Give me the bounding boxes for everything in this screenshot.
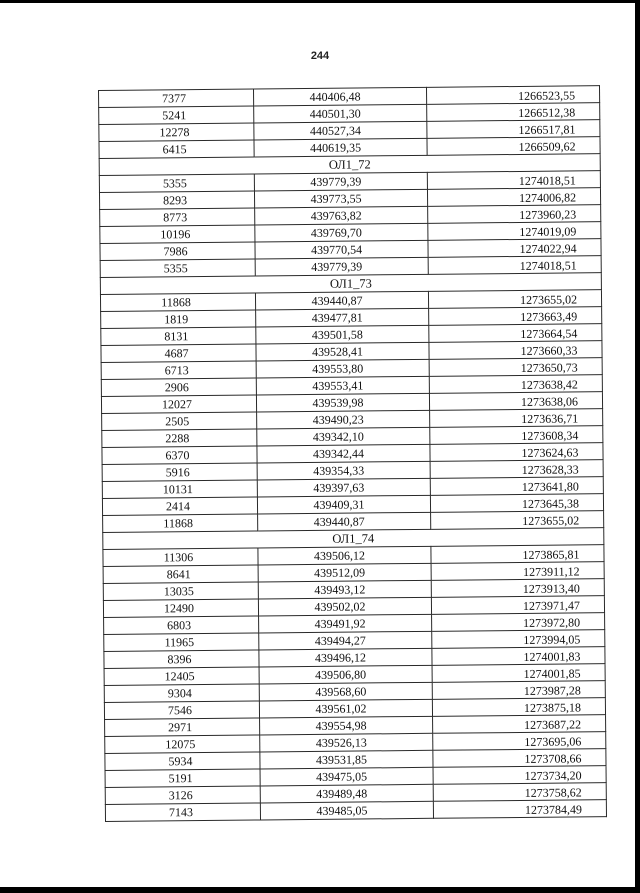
x-coordinate-cell: 439491,92 <box>259 614 432 633</box>
y-coordinate-cell: 1274001,83 <box>432 647 605 666</box>
y-coordinate-cell: 1266509,62 <box>427 137 600 156</box>
x-coordinate-cell: 440501,30 <box>254 104 427 123</box>
point-number-cell: 1819 <box>101 310 256 328</box>
x-coordinate-cell: 439496,12 <box>259 648 432 667</box>
x-coordinate-cell: 439440,87 <box>258 512 431 531</box>
x-coordinate-cell: 439553,41 <box>256 376 429 395</box>
point-number-cell: 5355 <box>100 259 255 277</box>
y-coordinate-cell: 1273708,66 <box>433 749 606 768</box>
x-coordinate-cell: 439770,54 <box>255 240 428 259</box>
point-number-cell: 11868 <box>103 514 258 532</box>
y-coordinate-cell: 1273650,73 <box>429 358 602 377</box>
x-coordinate-cell: 439506,80 <box>259 665 432 684</box>
y-coordinate-cell: 1274006,82 <box>427 188 600 207</box>
y-coordinate-cell: 1273960,23 <box>428 205 601 224</box>
coordinates-table <box>98 86 582 822</box>
y-coordinate-cell: 1273695,06 <box>433 732 606 751</box>
table-body <box>99 86 607 822</box>
y-coordinate-cell: 1273655,02 <box>431 511 604 530</box>
point-number-cell: 8131 <box>101 327 256 345</box>
point-number-cell: 2906 <box>101 378 256 396</box>
point-number-cell: 11868 <box>100 293 255 311</box>
x-coordinate-cell: 439512,09 <box>258 563 431 582</box>
x-coordinate-cell: 439397,63 <box>257 478 430 497</box>
point-number-cell: 7546 <box>104 701 259 719</box>
y-coordinate-cell: 1273911,12 <box>431 562 604 581</box>
y-coordinate-cell: 1273971,47 <box>431 596 604 615</box>
point-number-cell: 10196 <box>100 225 255 243</box>
point-number-cell: 8773 <box>100 208 255 226</box>
x-coordinate-cell: 440406,48 <box>253 87 426 106</box>
y-coordinate-cell: 1273664,54 <box>429 324 602 343</box>
x-coordinate-cell: 439477,81 <box>256 308 429 327</box>
x-coordinate-cell: 439493,12 <box>258 580 431 599</box>
x-coordinate-cell: 440619,35 <box>254 138 427 157</box>
y-coordinate-cell: 1273638,42 <box>429 375 602 394</box>
x-coordinate-cell: 440527,34 <box>254 121 427 140</box>
point-number-cell: 8641 <box>103 565 258 583</box>
x-coordinate-cell: 439553,80 <box>256 359 429 378</box>
point-number-cell: 7986 <box>100 242 255 260</box>
point-number-cell: 5916 <box>102 463 257 481</box>
table-row <box>105 800 606 822</box>
point-number-cell: 12405 <box>104 667 259 685</box>
x-coordinate-cell: 439502,02 <box>258 597 431 616</box>
point-number-cell: 2505 <box>102 412 257 430</box>
point-number-cell: 12075 <box>105 735 260 753</box>
point-number-cell: 2971 <box>105 718 260 736</box>
section-title: ОЛ1_74 <box>103 528 604 550</box>
y-coordinate-cell: 1273994,05 <box>432 630 605 649</box>
x-coordinate-cell: 439526,13 <box>260 733 433 752</box>
point-number-cell: 8293 <box>99 191 254 209</box>
y-coordinate-cell: 1273641,80 <box>430 477 603 496</box>
y-coordinate-cell: 1273645,38 <box>430 494 603 513</box>
x-coordinate-cell: 439763,82 <box>255 206 428 225</box>
point-number-cell: 12027 <box>101 395 256 413</box>
point-number-cell: 7377 <box>99 89 254 107</box>
x-coordinate-cell: 439561,02 <box>259 699 432 718</box>
x-coordinate-cell: 439409,31 <box>257 495 430 514</box>
point-number-cell: 6415 <box>99 140 254 158</box>
x-coordinate-cell: 439779,39 <box>255 257 428 276</box>
point-number-cell: 6803 <box>104 616 259 634</box>
point-number-cell: 6370 <box>102 446 257 464</box>
y-coordinate-cell: 1273734,20 <box>433 766 606 785</box>
point-number-cell: 11965 <box>104 633 259 651</box>
y-coordinate-cell: 1273865,81 <box>431 545 604 564</box>
y-coordinate-cell: 1274001,85 <box>432 664 605 683</box>
x-coordinate-cell: 439568,60 <box>259 682 432 701</box>
point-number-cell: 5934 <box>105 752 260 770</box>
y-coordinate-cell: 1273758,62 <box>433 783 606 802</box>
section-title: ОЛ1_72 <box>99 154 600 176</box>
point-number-cell: 5241 <box>99 106 254 124</box>
point-number-cell: 5191 <box>105 769 260 787</box>
scan-border-bottom <box>0 887 640 893</box>
y-coordinate-cell: 1273660,33 <box>429 341 602 360</box>
point-number-cell: 3126 <box>105 786 260 804</box>
point-number-cell: 9304 <box>104 684 259 702</box>
point-number-cell: 2288 <box>102 429 257 447</box>
y-coordinate-cell: 1273987,28 <box>432 681 605 700</box>
x-coordinate-cell: 439342,10 <box>257 427 430 446</box>
x-coordinate-cell: 439440,87 <box>255 291 428 310</box>
point-number-cell: 10131 <box>102 480 257 498</box>
page-number: 244 <box>310 50 330 62</box>
x-coordinate-cell: 439539,98 <box>256 393 429 412</box>
x-coordinate-cell: 439475,05 <box>260 767 433 786</box>
point-number-cell: 8396 <box>104 650 259 668</box>
y-coordinate-cell: 1273608,34 <box>430 426 603 445</box>
y-coordinate-cell: 1266523,55 <box>426 86 599 105</box>
x-coordinate-cell: 439528,41 <box>256 342 429 361</box>
point-number-cell: 11306 <box>103 548 258 566</box>
y-coordinate-cell: 1273972,80 <box>432 613 605 632</box>
y-coordinate-cell: 1273638,06 <box>429 392 602 411</box>
x-coordinate-cell: 439501,58 <box>256 325 429 344</box>
point-number-cell: 4687 <box>101 344 256 362</box>
x-coordinate-cell: 439342,44 <box>257 444 430 463</box>
scan-border-top <box>0 0 640 3</box>
y-coordinate-cell: 1273784,49 <box>433 800 606 819</box>
y-coordinate-cell: 1266517,81 <box>427 120 600 139</box>
x-coordinate-cell: 439485,05 <box>260 801 433 820</box>
x-coordinate-cell: 439531,85 <box>260 750 433 769</box>
y-coordinate-cell: 1273636,71 <box>430 409 603 428</box>
x-coordinate-cell: 439494,27 <box>259 631 432 650</box>
point-number-cell: 5355 <box>99 174 254 192</box>
y-coordinate-cell: 1273875,18 <box>432 698 605 717</box>
y-coordinate-cell: 1274018,51 <box>427 171 600 190</box>
x-coordinate-cell: 439506,12 <box>258 546 431 565</box>
y-coordinate-cell: 1273628,33 <box>430 460 603 479</box>
y-coordinate-cell: 1273913,40 <box>431 579 604 598</box>
x-coordinate-cell: 439773,55 <box>254 189 427 208</box>
scan-border-right <box>635 0 640 893</box>
y-coordinate-cell: 1273655,02 <box>428 290 601 309</box>
x-coordinate-cell: 439489,48 <box>260 784 433 803</box>
x-coordinate-cell: 439769,70 <box>255 223 428 242</box>
x-coordinate-cell: 439354,33 <box>257 461 430 480</box>
y-coordinate-cell: 1274018,51 <box>428 256 601 275</box>
y-coordinate-cell: 1273624,63 <box>430 443 603 462</box>
point-number-cell: 12278 <box>99 123 254 141</box>
point-number-cell: 7143 <box>105 803 260 821</box>
point-number-cell: 12490 <box>103 599 258 617</box>
y-coordinate-cell: 1273687,22 <box>433 715 606 734</box>
x-coordinate-cell: 439554,98 <box>260 716 433 735</box>
y-coordinate-cell: 1274022,94 <box>428 239 601 258</box>
point-number-cell: 6713 <box>101 361 256 379</box>
section-title: ОЛ1_73 <box>100 273 601 295</box>
y-coordinate-cell: 1266512,38 <box>427 103 600 122</box>
y-coordinate-cell: 1274019,09 <box>428 222 601 241</box>
x-coordinate-cell: 439490,23 <box>257 410 430 429</box>
point-number-cell: 2414 <box>102 497 257 515</box>
y-coordinate-cell: 1273663,49 <box>429 307 602 326</box>
point-number-cell: 13035 <box>103 582 258 600</box>
x-coordinate-cell: 439779,39 <box>254 172 427 191</box>
